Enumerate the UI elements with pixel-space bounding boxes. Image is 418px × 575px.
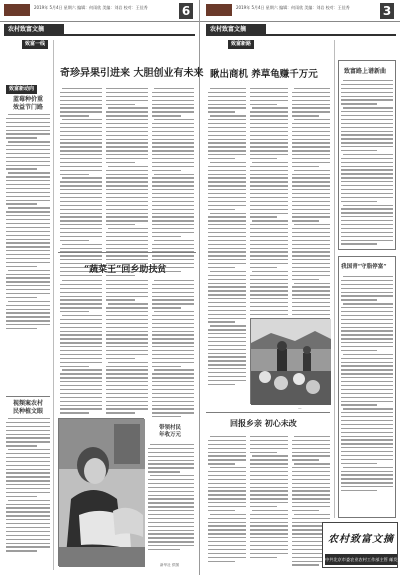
article-divider <box>206 412 330 413</box>
herding-photo-credit: — <box>298 406 302 410</box>
paper-logo <box>206 4 232 16</box>
photo-caption: 带领村民 年收万元 <box>158 425 181 438</box>
page-number: 6 <box>179 3 193 19</box>
page-header <box>0 0 199 22</box>
photo-side-text <box>148 444 194 553</box>
main-article-col3 <box>292 88 330 329</box>
sidebar-top-text <box>6 114 50 332</box>
mid-article-col3 <box>152 280 194 420</box>
second-article-col2 <box>250 436 288 561</box>
top-article-col3 <box>152 88 194 275</box>
page-6 <box>0 0 204 575</box>
header-meta: 2019年 5月4日 星期六 编辑：何雨欣 美编：刘岩 校对：王佳秀 <box>34 5 148 10</box>
column-rule <box>53 40 54 570</box>
section-label: 农村致富文摘 <box>206 24 266 35</box>
headline: 瞅出商机 养草龟赚千万元 <box>210 69 318 80</box>
column-tag: 致富一线 <box>22 40 48 49</box>
masthead-calligraphy: 农村致富文摘 <box>328 534 394 545</box>
page-3 <box>200 0 400 575</box>
sidebar-tag: 致富新动向 <box>6 85 37 94</box>
farmer-photo-image <box>59 419 145 567</box>
header-meta: 2019年 5月4日 星期六 编辑：何雨欣 美编：刘岩 校对：王佳秀 <box>236 5 350 10</box>
sidebar-rule <box>334 40 335 518</box>
top-article-col1 <box>60 88 102 279</box>
main-article-col1 <box>208 88 246 388</box>
photo-credit: 新华社 供图 <box>160 563 180 567</box>
section-rule <box>206 34 396 36</box>
sidebar-bottom-text <box>6 418 50 554</box>
masthead <box>322 522 418 568</box>
mid-headline: “蔬菜王”回乡助扶贫 <box>84 265 167 275</box>
sidebar-mid-text <box>341 276 393 494</box>
paper-logo <box>4 4 30 16</box>
top-article-col2 <box>106 88 148 279</box>
sidebar-top-title: 致富路上谱新曲 <box>344 68 387 75</box>
mid-headline: 回报乡亲 初心未改 <box>230 418 297 428</box>
second-article-col1 <box>208 436 246 564</box>
section-label: 农村致富文摘 <box>4 24 64 35</box>
sidebar-bottom-title: 视频案农村 民种植文眼 <box>12 400 43 415</box>
column-tag: 致富新路 <box>228 40 254 49</box>
article-divider <box>58 252 196 253</box>
section-rule <box>4 34 195 36</box>
herding-photo-image <box>251 319 331 405</box>
sidebar-divider <box>6 396 50 397</box>
mid-article-col1 <box>60 280 102 416</box>
sidebar-top-title: 蓝莓种价重 效益节门路 <box>12 96 43 111</box>
herding-photo <box>250 318 330 404</box>
page-number: 3 <box>380 3 394 19</box>
mid-article-col2 <box>106 280 148 416</box>
page-header <box>200 0 400 22</box>
masthead-subtitle: 中共北京市委农业农村工作部主管 邮发代号1-185 <box>325 554 397 565</box>
sidebar-mid-title: 我国青“守脂停富” <box>341 264 387 270</box>
sidebar-top-text <box>341 80 393 247</box>
headline: 奇珍异果引进来 大胆创业有未来 <box>60 68 204 79</box>
farmer-photo <box>58 418 144 566</box>
